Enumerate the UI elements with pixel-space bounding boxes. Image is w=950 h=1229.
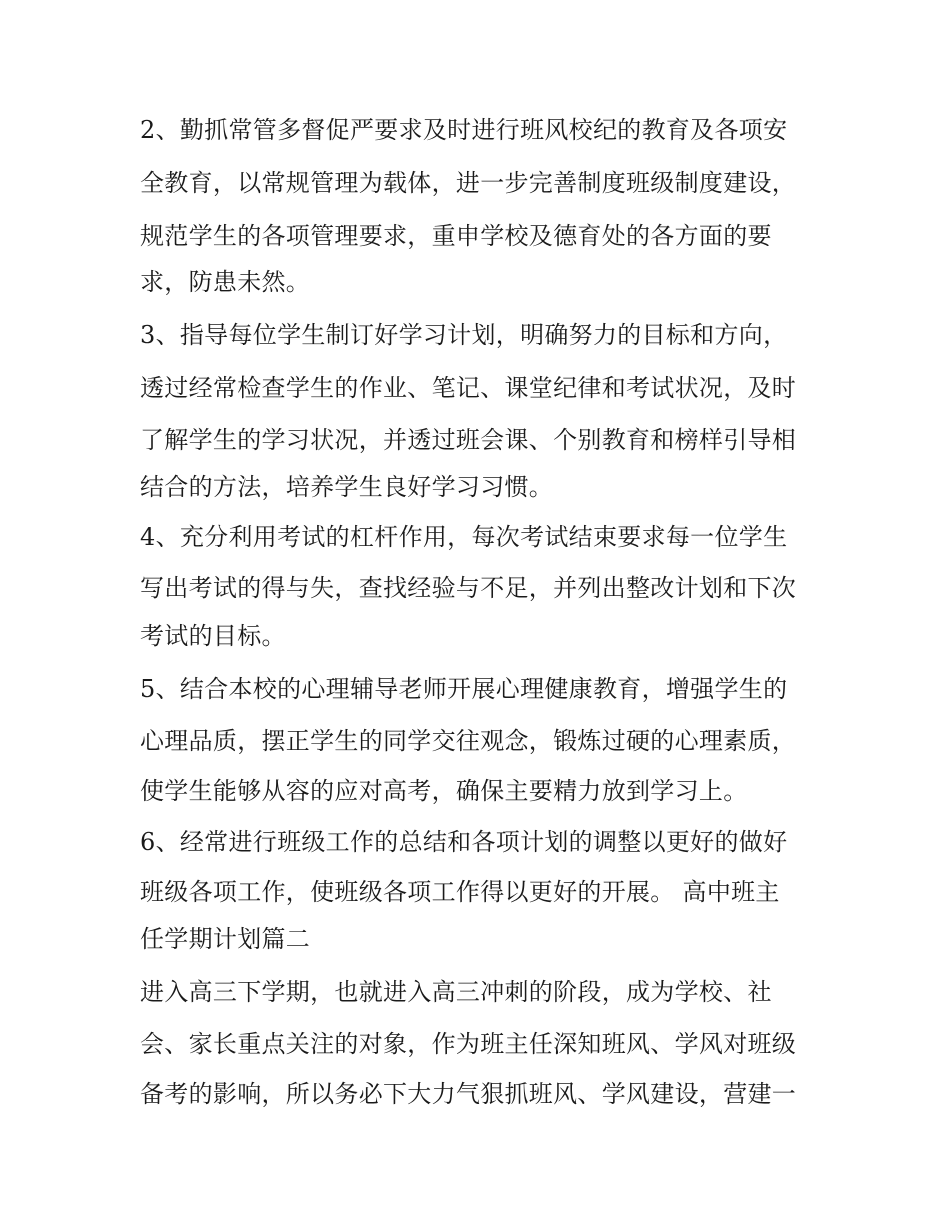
text-line: 透过经常检查学生的作业、笔记、课堂纪律和考试状况，及时	[140, 374, 797, 402]
text-line: 考试的目标。	[140, 622, 286, 650]
text-line: 任学期计划篇二	[140, 925, 311, 953]
text-line: 会、家长重点关注的对象，作为班主任深知班风、学风对班级	[140, 1030, 797, 1058]
text-line: 6、经常进行班级工作的总结和各项计划的调整以更好的做好	[140, 828, 788, 856]
text-line: 班级各项工作，使班级各项工作得以更好的开展。 高中班主	[140, 878, 780, 906]
text-line: 使学生能够从容的应对高考，确保主要精力放到学习上。	[140, 777, 748, 805]
text-line: 进入高三下学期，也就进入高三冲刺的阶段，成为学校、社	[140, 978, 772, 1006]
text-line: 写出考试的得与失，查找经验与不足，并列出整改计划和下次	[140, 574, 797, 602]
text-line: 规范学生的各项管理要求，重申学校及德育处的各方面的要	[140, 222, 772, 250]
text-line: 备考的影响，所以务必下大力气狠抓班风、学风建设，营建一	[140, 1080, 797, 1108]
text-line: 4、充分利用考试的杠杆作用，每次考试结束要求每一位学生	[140, 523, 788, 551]
text-line: 结合的方法，培养学生良好学习习惯。	[140, 473, 554, 501]
text-line: 全教育，以常规管理为载体，进一步完善制度班级制度建设，	[140, 169, 797, 197]
text-line: 求，防患未然。	[140, 268, 311, 296]
text-line: 了解学生的学习状况，并透过班会课、个别教育和榜样引导相	[140, 426, 797, 454]
text-line: 3、指导每位学生制订好学习计划，明确努力的目标和方向，	[140, 321, 788, 349]
text-line: 2、勤抓常管多督促严要求及时进行班风校纪的教育及各项安	[140, 116, 788, 144]
text-line: 心理品质，摆正学生的同学交往观念，锻炼过硬的心理素质，	[140, 727, 797, 755]
text-line: 5、结合本校的心理辅导老师开展心理健康教育，增强学生的	[140, 675, 788, 703]
